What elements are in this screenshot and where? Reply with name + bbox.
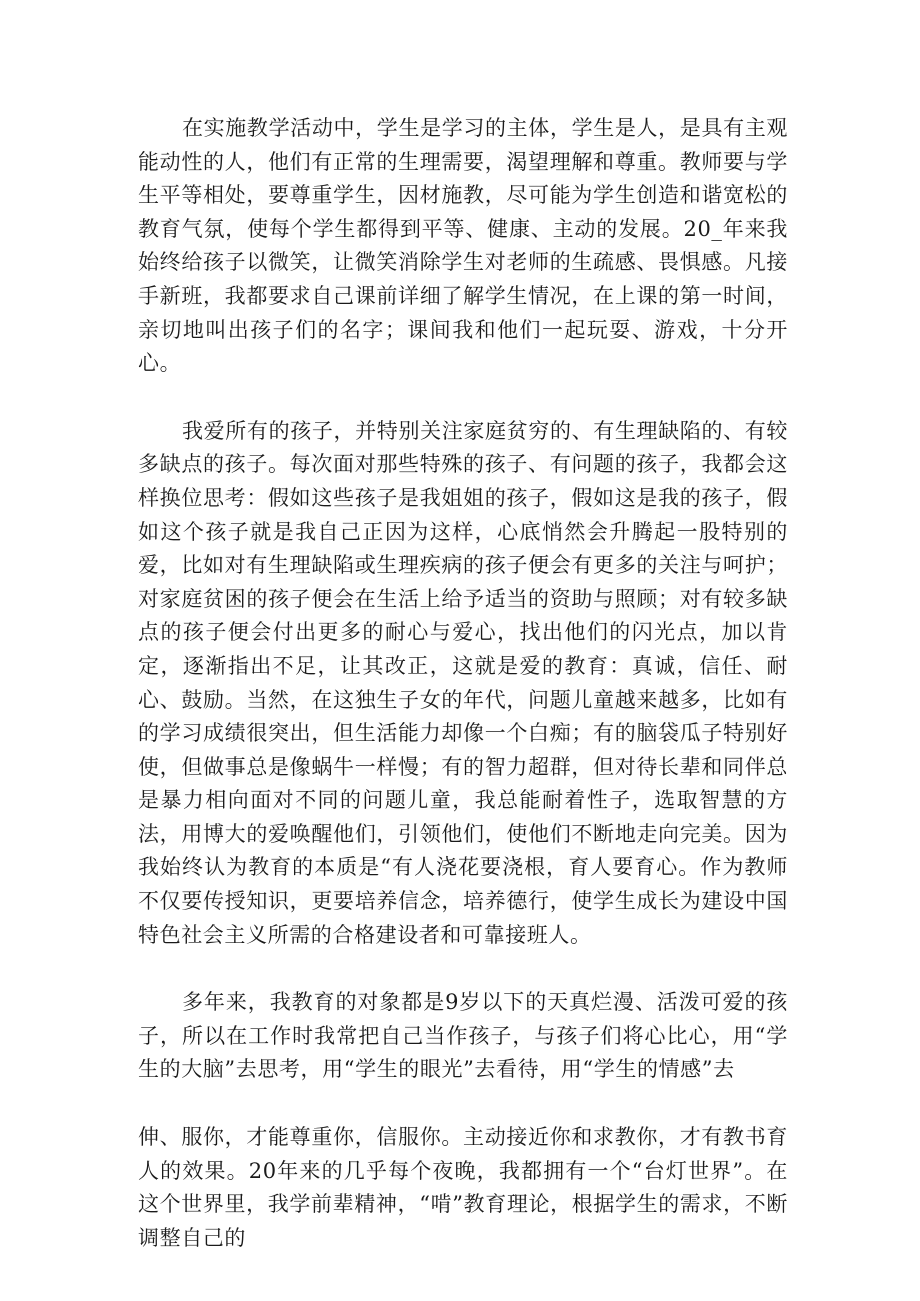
paragraph-4: 伸、服你，才能尊重你，信服你。主动接近你和求教你，才有教书育人的效果。20年来的几乎每个夜晚，我都拥有一个“台灯世界”。在这个世界里，我学前辈精神，“啃”教育理论，根据学生的需求，不断调整自己的 xyxy=(138,1125,788,1250)
paragraph-2: 我爱所有的孩子，并特别关注家庭贫穷的、有生理缺陷的、有较多缺点的孩子。每次面对那些特殊的孩子、有问题的孩子，我都会这样换位思考：假如这些孩子是我姐姐的孩子，假如这是我的孩子，假如这个孩子就是我自己正因为这样，心底悄然会升腾起一股特别的爱，比如对有生理缺陷或生理疾病的孩子便会有更多的关注与呵护；对家庭贫困的孩子便会在生活上给予适当的资助与照顾；对有较多缺点的孩子便会付出更多的耐心与爱心，找出他们的闪光点，加以肯定，逐渐指出不足，让其改正，这就是爱的教育：真诚，信任、耐心、鼓励。当然，在这独生子女的年代，问题儿童越来越多，比如有的学习成绩很突出，但生活能力却像一个白痴；有的脑袋瓜子特别好使，但做事总是像蜗牛一样慢；有的智力超群，但对待长辈和同伴总是暴力相向面对不同的问题儿童，我总能耐着性子，选取智慧的方法，用博大的爱唤醒他们，引领他们，使他们不断地走向完美。因为我始终认为教育的本质是“有人浇花要浇根，育人要育心。作为教师不仅要传授知识，更要培养信念，培养德行，使学生成长为建设中国特色社会主义所需的合格建设者和可靠接班人。 xyxy=(138,418,788,947)
paragraph-1: 在实施教学活动中，学生是学习的主体，学生是人，是具有主观能动性的人，他们有正常的生理需要，渴望理解和尊重。教师要与学生平等相处，要尊重学生，因材施教，尽可能为学生创造和谐宽松的教育气氛，使每个学生都得到平等、健康、主动的发展。20_年来我始终给孩子以微笑，让微笑消除学生对老师的生疏感、畏惧感。凡接手新班，我都要求自己课前详细了解学生情况，在上课的第一时间，亲切地叫出孩子们的名字；课间我和他们一起玩耍、游戏，十分开心。 xyxy=(138,116,788,376)
document-body xyxy=(138,112,788,1255)
paragraph-3: 多年来，我教育的对象都是9岁以下的天真烂漫、活泼可爱的孩子，所以在工作时我常把自己当作孩子，与孩子们将心比心，用“学生的大脑”去思考，用“学生的眼光”去看待，用“学生的情感”去 xyxy=(138,990,788,1082)
